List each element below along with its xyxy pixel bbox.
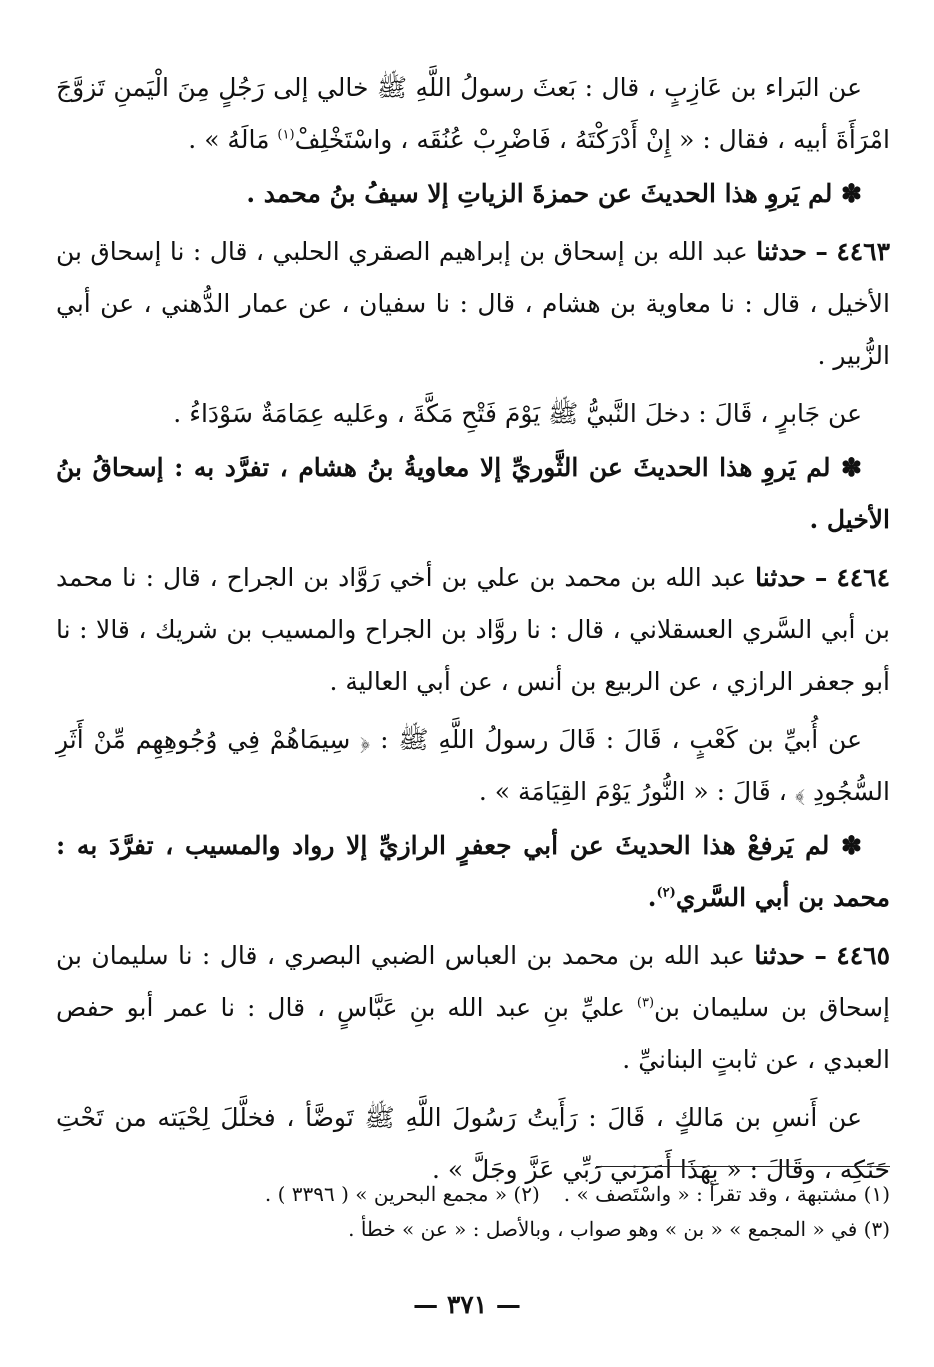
footnote-row xyxy=(56,1212,890,1247)
hadith-isnad-4463 xyxy=(56,226,890,382)
footnotes-section xyxy=(56,1166,890,1247)
hadith-text xyxy=(56,62,890,166)
hadith-number: ٤٤٦٤ xyxy=(836,563,891,592)
footnote-1: (١) مشتبهة ، وقد تقرأ : « واسْتَصف » . xyxy=(563,1182,890,1206)
narrator-note: ✽ لم يَروِ هذا الحديثَ عن الثَّوريِّ إلا معاويةُ بنُ هشام ، تفرَّد به : إسحاقُ بنُ الأخيل . xyxy=(56,453,890,534)
dash: – xyxy=(814,941,827,970)
hadith-isnad-4465 xyxy=(56,930,890,1086)
narrator-note: ✽ لم يَروِ هذا الحديثَ عن حمزةَ الزياتِ إلا سيفُ بنُ محمد . xyxy=(246,179,862,208)
footnote-3: (٣) في « المجمع » « بن » وهو صواب ، وبالأصل : « عن » خطأ . xyxy=(348,1217,890,1241)
hadith-matn: عن البَراء بن عَازِبٍ ، قال : بَعثَ رسولُ اللَّهِ ﷺ خالي إلى رَجُلٍ مِنَ الْيَمنِ تَزوَّجَ امْرَأَةَ أبيه ، فقال : « إِنْ أَدْرَكْتَهُ ، فَاضْرِبْ عُنُقَه ، واسْتَخْلِفْ xyxy=(56,73,890,154)
hadith-matn-end: مَالَهُ » . xyxy=(188,125,270,154)
dash: – xyxy=(814,563,828,592)
isnad-text: عبد الله بن إسحاق بن إبراهيم الصقري الحلبي ، قال : نا إسحاق بن الأخيل ، قال : نا معاوية بن هشام ، قال : نا سفيان ، عن عمار الدُّهني ، عن أبي الزُّبير . xyxy=(56,237,890,370)
isnad-text-cont: عليِّ بنِ عبد الله بنِ عَبَّاسٍ ، قال : نا عمر أبو حفص العبدي ، عن ثابتٍ البنانيِّ . xyxy=(56,993,890,1074)
haddathana-label: حدثنا xyxy=(755,563,806,592)
hadith-text: عن أُبيِّ بن كَعْبٍ ، قَالَ : قَالَ رسولُ اللَّهِ ﷺ : ﴿ سِيمَاهُمْ فِي وُجُوهِهِم مِّنْ أَثَرِ السُّجُودِ ﴾ ، قَالَ : « النُّورُ يَوْمَ القِيَامَة » . xyxy=(56,725,890,806)
haddathana-label: حدثنا xyxy=(756,237,807,266)
hadith-text: عن جَابرٍ ، قَالَ : دخلَ النَّبيُّ ﷺ يَوْمَ فَتْحِ مَكَّةَ ، وعَليه عِمَامَةٌ سَوْدَاءُ . xyxy=(173,399,862,428)
hadith-isnad-4464 xyxy=(56,552,890,708)
footnote-row xyxy=(56,1177,890,1212)
note-end: . xyxy=(647,883,657,912)
footnote-ref: (٢) xyxy=(656,885,676,901)
footnote-divider xyxy=(596,1166,890,1167)
hadith-text: عن أَنسِ بن مَالكٍ ، قَالَ : رَأَيتُ رَسُولَ اللَّهِ ﷺ تَوضَّأ ، فخلَّلَ لِحْيَته من تَحْتِ حَنَكِه ، وقَالَ : « بِهَذَا أَمَرَني رَبِّي عَزَّ وجَلَّ » . xyxy=(56,1103,890,1184)
hadith-number: ٤٤٦٣ xyxy=(836,237,891,266)
haddathana-label: حدثنا xyxy=(754,941,806,970)
page-number: — ٣٧١ — xyxy=(413,1290,521,1319)
isnad-text: عبد الله بن محمد بن علي بن أخي رَوَّاد بن الجراح ، قال : نا محمد بن أبي السَّري العسقلاني ، قال : نا روَّاد بن الجراح والمسيب بن شريك ، قالا : نا أبو جعفر الرازي ، عن الربيع بن أنس ، عن أبي العالية . xyxy=(56,563,890,696)
isnad-text: عبد الله بن محمد بن العباس الضبي البصري ، قال : نا سليمان بن إسحاق بن سليمان بن xyxy=(56,941,890,1022)
note-text: ✽ لم يَرفعْ هذا الحديثَ عن أبي جعفرٍ الرازيِّ إلا رواد والمسيب ، تفرَّدَ به : محمد بن أبي السَّري xyxy=(56,831,890,912)
footnote-ref: (١) xyxy=(277,127,295,143)
hadith-number: ٤٤٦٥ xyxy=(836,941,891,970)
footnote-ref: (٣) xyxy=(636,995,655,1011)
footnote-2: (٢) « مجمع البحرين » ( ٣٣٩٦ ) . xyxy=(264,1182,540,1206)
dash: – xyxy=(815,237,828,266)
narrator-note xyxy=(56,820,890,924)
